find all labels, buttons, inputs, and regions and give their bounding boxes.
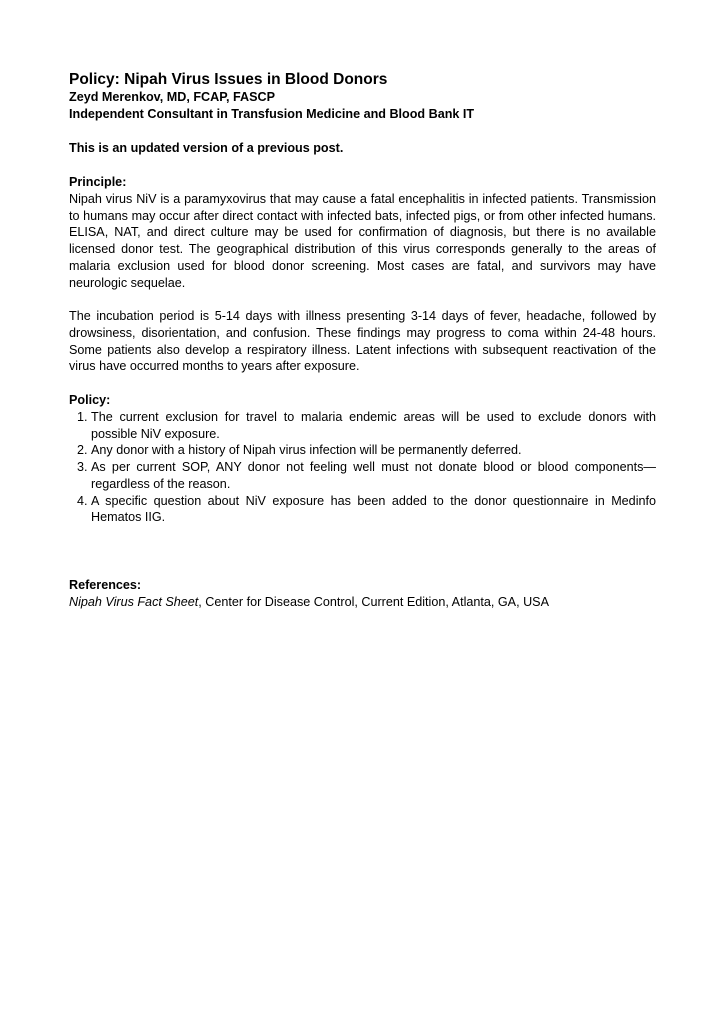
- principle-paragraph-1: Nipah virus NiV is a paramyxovirus that may cause a fatal encephalitis in infected patients. Transmission to humans may occur after direct contact with infected bats, infected pigs, or from other infected humans. ELISA, NAT, and direct culture may be used for confirmation of diagnosis, but there is no available licensed donor test. The geographical distribution of this virus corresponds generally to the areas of malaria exclusion used for blood donor screening. Most cases are fatal, and survivors may have neurologic sequelae.: [69, 192, 656, 290]
- policy-item: 3. As per current SOP, ANY donor not feeling well must not donate blood or blood components—regardless of the reason.: [91, 459, 656, 492]
- spacer: [69, 375, 656, 392]
- principle-paragraph-2: The incubation period is 5-14 days with illness presenting 3-14 days of fever, headache, followed by drowsiness, disorientation, and confusion. These findings may progress to coma within 24-48 hours. Some patients also develop a respiratory illness. Latent infections with subsequent reactivation of the virus have occurred months to years after exposure.: [69, 309, 656, 374]
- policy-item: 2. Any donor with a history of Nipah virus infection will be permanently deferred.: [91, 442, 656, 459]
- document-page: [69, 71, 656, 611]
- spacer: [69, 123, 656, 140]
- policy-item: 1. The current exclusion for travel to malaria endemic areas will be used to exclude donors with possible NiV exposure.: [91, 409, 656, 442]
- policy-item: 4. A specific question about NiV exposure has been added to the donor questionnaire in Medinfo Hematos IIG.: [91, 493, 656, 526]
- spacer: [69, 291, 656, 308]
- update-notice: This is an updated version of a previous post.: [69, 141, 344, 155]
- spacer: [69, 526, 656, 543]
- spacer: [69, 543, 656, 560]
- document-title: Policy: Nipah Virus Issues in Blood Donors: [69, 71, 388, 88]
- spacer: [69, 560, 656, 577]
- policy-list: [69, 409, 656, 526]
- references-heading: References:: [69, 577, 142, 592]
- affiliation-line: Independent Consultant in Transfusion Medicine and Blood Bank IT: [69, 107, 475, 121]
- reference-details: , Center for Disease Control, Current Edition, Atlanta, GA, USA: [198, 594, 549, 609]
- author-line: Zeyd Merenkov, MD, FCAP, FASCP: [69, 90, 275, 104]
- principle-heading: Principle:: [69, 175, 127, 189]
- reference-title: Nipah Virus Fact Sheet: [69, 594, 199, 609]
- reference-item: [69, 594, 656, 611]
- spacer: [69, 157, 656, 174]
- policy-heading: Policy:: [69, 393, 111, 408]
